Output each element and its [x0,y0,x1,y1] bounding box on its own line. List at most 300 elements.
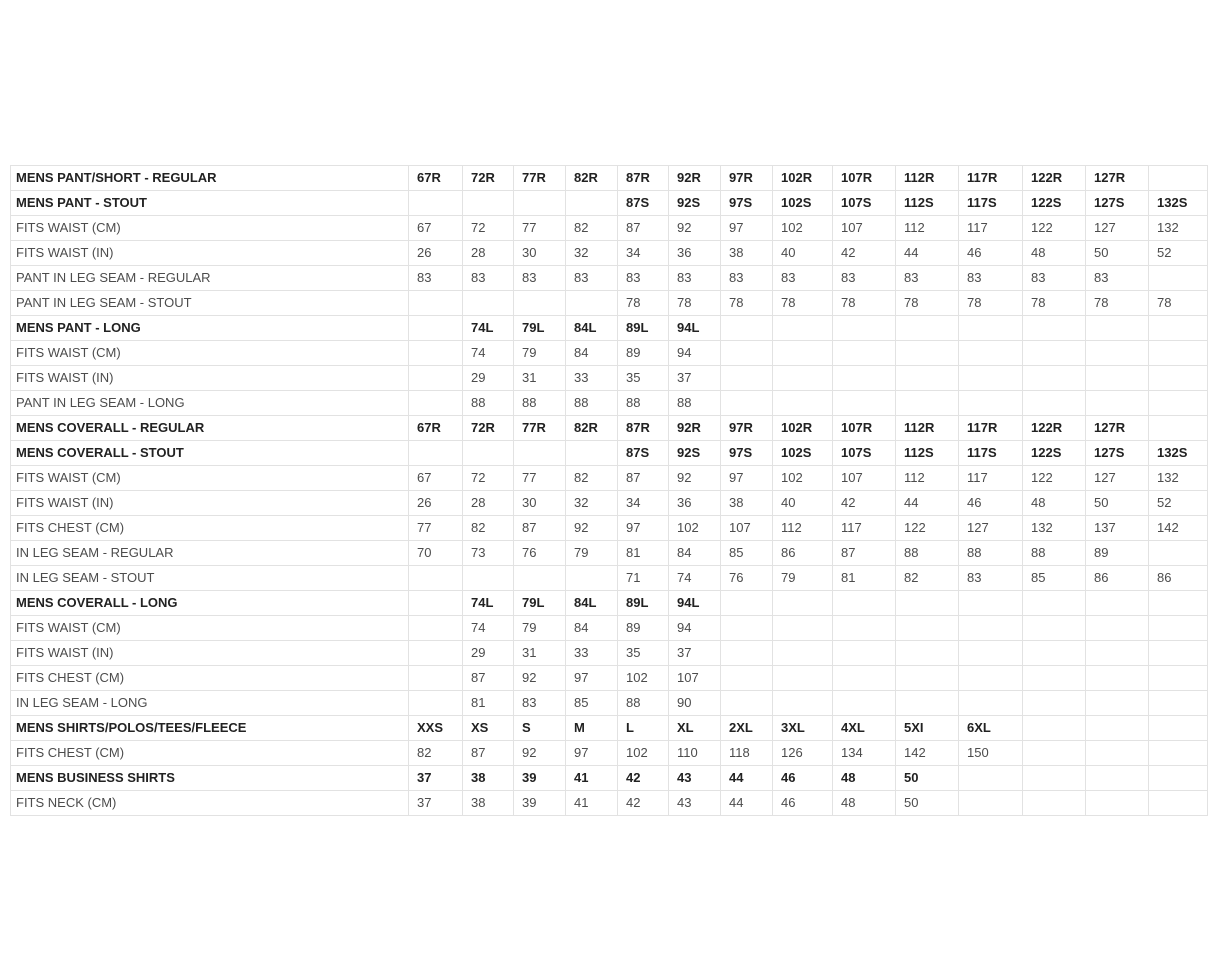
size-cell: 38 [463,791,514,816]
size-cell: 83 [409,266,463,291]
size-cell: 77 [409,516,463,541]
size-cell: 87S [618,441,669,466]
size-cell: 107S [833,441,896,466]
size-cell: 92S [669,441,721,466]
size-cell: 50 [1086,491,1149,516]
size-cell: 44 [721,766,773,791]
size-cell: 87 [618,216,669,241]
mens-size-chart-table [10,165,1208,816]
size-cell: 48 [1023,241,1086,266]
row-label: IN LEG SEAM - REGULAR [11,541,409,566]
size-cell [773,641,833,666]
size-cell: 71 [618,566,669,591]
size-cell: 102S [773,441,833,466]
size-cell [1023,766,1086,791]
size-cell: 122R [1023,166,1086,191]
row-label: IN LEG SEAM - STOUT [11,566,409,591]
size-cell: 85 [721,541,773,566]
size-cell [833,366,896,391]
size-cell [1149,316,1208,341]
size-cell [773,616,833,641]
size-cell: 112S [896,441,959,466]
size-cell: 33 [566,366,618,391]
size-cell: 74 [463,616,514,641]
size-cell [514,291,566,316]
size-cell: 82R [566,416,618,441]
size-cell [1086,616,1149,641]
size-cell: 102R [773,416,833,441]
size-cell: 67R [409,416,463,441]
size-cell [1023,341,1086,366]
row-label: FITS WAIST (CM) [11,466,409,491]
size-cell: 79L [514,591,566,616]
size-cell [773,341,833,366]
size-cell: 112 [773,516,833,541]
size-cell: 83 [959,266,1023,291]
size-cell: 92 [566,516,618,541]
size-cell: 87 [618,466,669,491]
size-cell: 87R [618,416,669,441]
size-cell [721,366,773,391]
size-cell: 83 [514,691,566,716]
size-cell: 94L [669,316,721,341]
size-table-body [11,166,1208,816]
size-cell: 142 [1149,516,1208,541]
size-cell: 72R [463,416,514,441]
size-cell: 43 [669,791,721,816]
table-row [11,791,1208,816]
size-cell [463,441,514,466]
size-cell: 33 [566,641,618,666]
row-label: MENS PANT - STOUT [11,191,409,216]
size-cell: 78 [721,291,773,316]
size-cell: M [566,716,618,741]
size-cell: 50 [896,791,959,816]
size-cell: 42 [833,491,896,516]
size-cell [896,691,959,716]
size-cell: 132 [1149,216,1208,241]
row-label: FITS NECK (CM) [11,791,409,816]
size-cell: 122R [1023,416,1086,441]
size-cell: 79L [514,316,566,341]
size-cell [409,666,463,691]
size-cell [959,641,1023,666]
size-cell: 117 [959,216,1023,241]
size-cell [409,616,463,641]
size-cell [833,341,896,366]
size-cell [566,566,618,591]
size-cell: 122 [896,516,959,541]
size-cell: 94 [669,616,721,641]
size-cell: 107S [833,191,896,216]
size-cell: 89 [618,341,669,366]
size-cell [1149,766,1208,791]
size-cell: 67R [409,166,463,191]
size-cell: 83 [1023,266,1086,291]
size-cell [1086,366,1149,391]
size-cell [773,591,833,616]
size-cell: 127S [1086,441,1149,466]
size-cell [409,316,463,341]
size-cell [959,591,1023,616]
size-cell: 88 [566,391,618,416]
header-row [11,766,1208,791]
table-row [11,491,1208,516]
size-cell: 84L [566,316,618,341]
size-cell [959,691,1023,716]
size-cell: 48 [833,791,896,816]
table-row [11,466,1208,491]
size-cell: 37 [669,366,721,391]
size-cell [833,616,896,641]
size-cell: 102 [669,516,721,541]
size-cell [773,391,833,416]
size-cell [1023,741,1086,766]
size-cell: 88 [618,691,669,716]
size-cell: 88 [1023,541,1086,566]
table-row [11,541,1208,566]
size-cell: S [514,716,566,741]
size-cell [1086,641,1149,666]
header-row [11,316,1208,341]
size-cell: 46 [959,491,1023,516]
size-cell: 87S [618,191,669,216]
size-cell: 92R [669,166,721,191]
size-cell: 102 [773,216,833,241]
size-cell: 117 [959,466,1023,491]
table-row [11,616,1208,641]
size-cell: 32 [566,241,618,266]
size-cell: 79 [566,541,618,566]
size-cell: 122 [1023,216,1086,241]
size-cell [896,641,959,666]
size-cell [896,341,959,366]
size-cell: 35 [618,366,669,391]
row-label: MENS BUSINESS SHIRTS [11,766,409,791]
size-cell [1023,716,1086,741]
size-cell: 41 [566,766,618,791]
size-cell: 38 [721,491,773,516]
size-cell [463,191,514,216]
size-cell: 78 [1023,291,1086,316]
size-cell [773,666,833,691]
size-cell [463,566,514,591]
size-cell: L [618,716,669,741]
row-label: IN LEG SEAM - LONG [11,691,409,716]
size-cell: 78 [959,291,1023,316]
size-cell: 43 [669,766,721,791]
size-cell: 82R [566,166,618,191]
size-cell [773,316,833,341]
size-cell [1149,666,1208,691]
table-row [11,241,1208,266]
size-cell: 102 [618,666,669,691]
size-cell: 39 [514,791,566,816]
size-cell: 83 [566,266,618,291]
table-row [11,666,1208,691]
size-cell: 42 [618,791,669,816]
size-cell: 92S [669,191,721,216]
size-cell [773,691,833,716]
size-cell: 4XL [833,716,896,741]
size-cell: 83 [773,266,833,291]
table-row [11,516,1208,541]
size-cell [1149,691,1208,716]
size-cell [1086,341,1149,366]
row-label: FITS WAIST (IN) [11,241,409,266]
size-cell: 28 [463,241,514,266]
header-row [11,191,1208,216]
size-cell [1023,791,1086,816]
size-cell: 77 [514,216,566,241]
size-cell [1023,691,1086,716]
size-cell: 41 [566,791,618,816]
size-cell: 132 [1023,516,1086,541]
size-cell: XXS [409,716,463,741]
size-cell: 134 [833,741,896,766]
size-cell [959,791,1023,816]
size-cell [959,341,1023,366]
size-cell: 46 [959,241,1023,266]
size-cell: 122S [1023,191,1086,216]
size-cell: 83 [618,266,669,291]
table-row [11,566,1208,591]
size-cell: 77 [514,466,566,491]
size-cell: 36 [669,241,721,266]
size-cell: 84 [566,616,618,641]
row-label: MENS SHIRTS/POLOS/TEES/FLEECE [11,716,409,741]
size-cell [721,666,773,691]
size-cell [1023,641,1086,666]
size-cell: 74L [463,316,514,341]
size-cell: 107 [669,666,721,691]
size-cell: 82 [896,566,959,591]
size-cell [409,291,463,316]
size-cell: 74 [669,566,721,591]
size-cell: 87 [463,741,514,766]
size-cell [1023,591,1086,616]
size-cell: 94L [669,591,721,616]
size-cell: 126 [773,741,833,766]
row-label: MENS PANT - LONG [11,316,409,341]
size-cell: 86 [1149,566,1208,591]
size-cell: 70 [409,541,463,566]
size-cell [896,366,959,391]
size-cell [409,366,463,391]
size-cell: 42 [833,241,896,266]
size-cell: 89L [618,316,669,341]
size-cell: 83 [721,266,773,291]
row-label: FITS WAIST (CM) [11,341,409,366]
size-cell [1086,391,1149,416]
size-cell: 31 [514,366,566,391]
size-cell: 97S [721,441,773,466]
row-label: MENS COVERALL - REGULAR [11,416,409,441]
size-cell [1149,791,1208,816]
size-cell [959,391,1023,416]
size-cell: 88 [959,541,1023,566]
size-cell: 72 [463,466,514,491]
size-cell: 83 [896,266,959,291]
size-cell: 42 [618,766,669,791]
header-row [11,416,1208,441]
size-cell: 107 [721,516,773,541]
row-label: MENS COVERALL - LONG [11,591,409,616]
size-cell [833,391,896,416]
size-cell [409,391,463,416]
size-cell: 77R [514,166,566,191]
size-cell: 78 [1149,291,1208,316]
size-cell: 107R [833,416,896,441]
size-cell: 50 [896,766,959,791]
size-cell: 82 [566,466,618,491]
size-cell: 67 [409,466,463,491]
row-label: FITS WAIST (IN) [11,491,409,516]
size-cell: 32 [566,491,618,516]
size-cell: 85 [1023,566,1086,591]
size-cell: 76 [514,541,566,566]
size-cell: 30 [514,491,566,516]
size-cell [409,191,463,216]
size-cell: 44 [721,791,773,816]
size-cell: 83 [669,266,721,291]
size-cell [959,666,1023,691]
size-cell: 102S [773,191,833,216]
size-cell: 79 [514,341,566,366]
size-cell: 97 [566,741,618,766]
size-cell: 97 [618,516,669,541]
size-cell [1149,391,1208,416]
size-cell [463,291,514,316]
size-cell: 112R [896,416,959,441]
size-cell: 77R [514,416,566,441]
table-row [11,391,1208,416]
size-cell: 78 [896,291,959,316]
size-cell [721,616,773,641]
size-cell: 117R [959,416,1023,441]
size-cell: XS [463,716,514,741]
header-row [11,441,1208,466]
size-cell: 29 [463,641,514,666]
size-cell: 127 [1086,466,1149,491]
header-row [11,716,1208,741]
table-row [11,641,1208,666]
size-cell: 97 [721,466,773,491]
size-cell [1023,366,1086,391]
size-cell [514,441,566,466]
size-cell [409,691,463,716]
size-cell: 94 [669,341,721,366]
size-cell [959,316,1023,341]
size-cell [896,666,959,691]
size-cell [896,591,959,616]
size-cell [721,341,773,366]
size-cell: 74L [463,591,514,616]
size-cell [833,316,896,341]
size-cell [1149,716,1208,741]
size-cell: 84 [669,541,721,566]
size-cell: 110 [669,741,721,766]
size-cell: 83 [1086,266,1149,291]
size-cell [1086,591,1149,616]
size-cell [514,191,566,216]
size-cell: 97S [721,191,773,216]
size-cell: 46 [773,791,833,816]
size-cell: 142 [896,741,959,766]
size-cell: 34 [618,491,669,516]
size-cell: 122 [1023,466,1086,491]
size-cell [1086,666,1149,691]
table-row [11,341,1208,366]
size-cell [773,366,833,391]
size-cell: 117S [959,441,1023,466]
row-label: MENS PANT/SHORT - REGULAR [11,166,409,191]
size-cell [1023,666,1086,691]
size-cell: 82 [566,216,618,241]
size-cell: 89 [1086,541,1149,566]
row-label: MENS COVERALL - STOUT [11,441,409,466]
size-cell [1149,616,1208,641]
size-cell [1086,791,1149,816]
size-cell: 127R [1086,166,1149,191]
size-cell [514,566,566,591]
size-cell: 86 [1086,566,1149,591]
size-cell: 112S [896,191,959,216]
size-cell [721,691,773,716]
size-cell: 107R [833,166,896,191]
size-cell: 83 [463,266,514,291]
size-cell: 26 [409,491,463,516]
size-cell: 82 [409,741,463,766]
size-cell: 127 [1086,216,1149,241]
size-cell [409,566,463,591]
size-cell: 87 [833,541,896,566]
row-label: FITS CHEST (CM) [11,666,409,691]
size-cell: 78 [1086,291,1149,316]
size-cell: 48 [833,766,896,791]
row-label: PANT IN LEG SEAM - STOUT [11,291,409,316]
size-cell: 83 [959,566,1023,591]
size-cell: 81 [833,566,896,591]
size-cell [409,441,463,466]
size-cell: 34 [618,241,669,266]
size-cell [1149,341,1208,366]
size-cell [1023,391,1086,416]
size-cell: 2XL [721,716,773,741]
size-cell: 36 [669,491,721,516]
size-cell: 87 [514,516,566,541]
size-cell: 92R [669,416,721,441]
size-cell: 5XI [896,716,959,741]
table-row [11,741,1208,766]
table-row [11,266,1208,291]
size-cell: 79 [773,566,833,591]
size-cell [566,291,618,316]
size-cell: 85 [566,691,618,716]
size-cell: 107 [833,466,896,491]
size-cell [409,341,463,366]
size-cell [1086,741,1149,766]
size-cell: 50 [1086,241,1149,266]
row-label: FITS WAIST (CM) [11,216,409,241]
size-cell [833,641,896,666]
size-cell: 88 [514,391,566,416]
size-cell: 117S [959,191,1023,216]
size-cell: 79 [514,616,566,641]
size-cell: 127S [1086,191,1149,216]
size-cell: 72R [463,166,514,191]
size-cell [833,591,896,616]
